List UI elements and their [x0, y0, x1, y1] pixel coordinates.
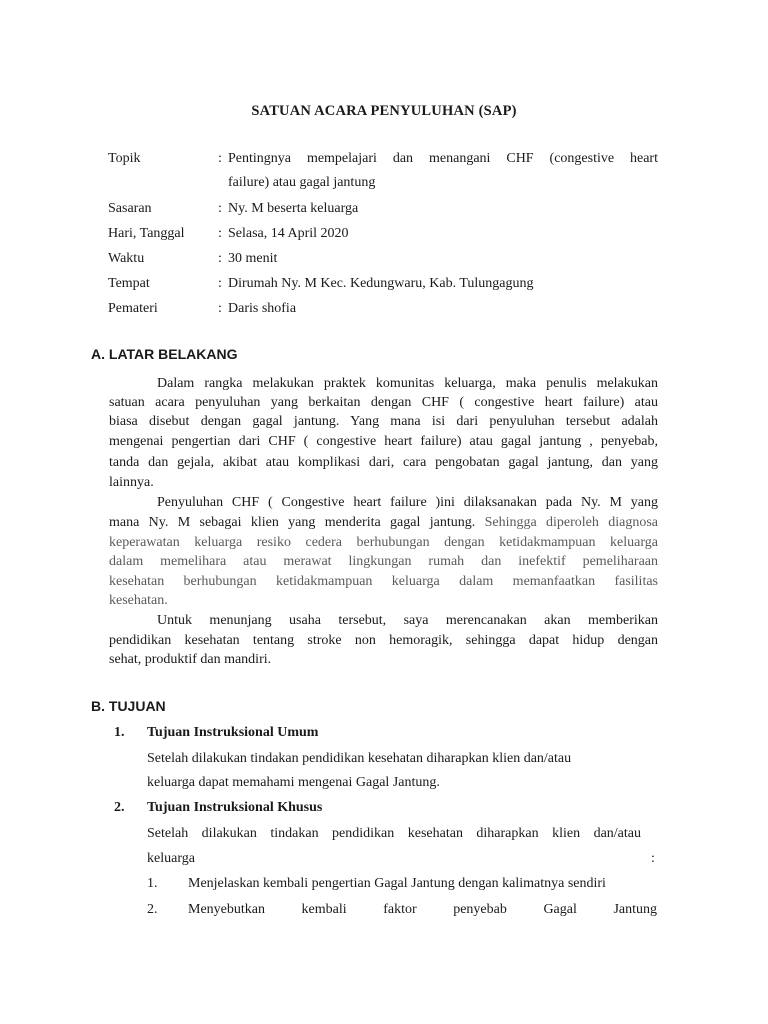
- pemateri-colon: :: [218, 301, 222, 316]
- tempat-colon: :: [218, 276, 222, 291]
- paragraph-text: mana Ny. M sebagai klien yang menderita gagal jantung.: [109, 515, 476, 530]
- topik-word: dan: [392, 151, 414, 166]
- sasaran-value: Ny. M beserta keluarga: [228, 201, 359, 216]
- sub-item-2-word: Jantung: [613, 902, 657, 917]
- topik-value-line2: failure) atau gagal jantung: [228, 175, 376, 190]
- pemateri-value: Daris shofia: [228, 301, 297, 316]
- paragraph-line: tanda dan gejala, akibat atau komplikasi dari, cara pengobatan gagal jantung, dan yang: [109, 455, 658, 470]
- paragraph-line: satuan acara penyuluhan yang berkaitan dengan CHF ( congestive heart failure) atau: [109, 395, 658, 410]
- topik-word: menangani: [429, 151, 491, 166]
- item-2-title: Tujuan Instruksional Khusus: [147, 800, 323, 815]
- waktu-label: Waktu: [108, 251, 145, 266]
- item-1-line: keluarga dapat memahami mengenai Gagal Jantung.: [147, 775, 440, 790]
- tempat-label: Tempat: [108, 276, 150, 291]
- item-1-line: Setelah dilakukan tindakan pendidikan kesehatan diharapkan klien dan/atau: [147, 751, 572, 766]
- paragraph-line: mengenai pengertian dari CHF ( congestive heart failure) atau gagal jantung , penyebab,: [109, 434, 658, 449]
- paragraph-line: kesehatan berhubungan ketidakmampuan keluarga dalam memanfaatkan fasilitas: [109, 574, 658, 589]
- hari-tanggal-label: Hari, Tanggal: [108, 226, 185, 241]
- tempat-value: Dirumah Ny. M Kec. Kedungwaru, Kab. Tulungagung: [228, 276, 534, 291]
- topik-label: Topik: [108, 151, 141, 166]
- paragraph-line: biasa disebut dengan gagal jantung. Yang mana isi dari penyuluhan tersebut adalah: [109, 414, 658, 429]
- waktu-value: 30 menit: [228, 251, 278, 266]
- item-2-line: keluarga: [147, 851, 195, 866]
- item-2-number: 2.: [114, 800, 125, 815]
- pemateri-label: Pemateri: [108, 301, 158, 316]
- paragraph-line: lainnya.: [109, 475, 154, 490]
- item-1-number: 1.: [114, 725, 125, 740]
- paragraph-line: [109, 515, 658, 531]
- item-2-line: Setelah dilakukan tindakan pendidikan kesehatan diharapkan klien dan/atau: [147, 826, 641, 841]
- waktu-colon: :: [218, 251, 222, 266]
- sub-item-2-number: 2.: [147, 902, 158, 917]
- topik-word: mempelajari: [306, 151, 377, 166]
- paragraph-line: pendidikan kesehatan tentang stroke non hemoragik, sehingga dapat hidup dengan: [109, 633, 658, 648]
- topik-word: Pentingnya: [228, 151, 291, 166]
- sasaran-colon: :: [218, 201, 222, 216]
- paragraph-line: sehat, produktif dan mandiri.: [109, 652, 272, 667]
- sub-item-2-word: Gagal: [543, 902, 577, 917]
- item-2-colon: :: [651, 851, 655, 866]
- sub-item-2-word: kembali: [301, 902, 347, 917]
- section-a-heading: A. LATAR BELAKANG: [91, 346, 238, 362]
- paragraph-line: keperawatan keluarga resiko cedera berhubungan dengan ketidakmampuan keluarga: [109, 535, 658, 550]
- paragraph-line: Dalam rangka melakukan praktek komunitas keluarga, maka penulis melakukan: [157, 376, 658, 391]
- paragraph-line: Penyuluhan CHF ( Congestive heart failure )ini dilaksanakan pada Ny. M yang: [157, 495, 658, 510]
- paragraph-line: Untuk menunjang usaha tersebut, saya merencanakan akan memberikan: [157, 613, 658, 628]
- hari-tanggal-colon: :: [218, 226, 222, 241]
- sasaran-label: Sasaran: [108, 201, 152, 216]
- paragraph-line: dalam memelihara atau merawat lingkungan rumah dan inefektif pemeliharaan: [109, 554, 658, 569]
- document-title: SATUAN ACARA PENYULUHAN (SAP): [251, 103, 517, 119]
- topik-word: (congestive: [549, 151, 615, 166]
- sub-item-2-word: Menyebutkan: [188, 902, 265, 917]
- hari-tanggal-value: Selasa, 14 April 2020: [228, 226, 349, 241]
- topik-value-line1: [228, 151, 658, 167]
- item-1-title: Tujuan Instruksional Umum: [147, 725, 319, 740]
- paragraph-text-grey: Sehingga diperoleh diagnosa: [475, 515, 658, 530]
- topik-word: heart: [630, 151, 658, 166]
- topik-word: CHF: [506, 151, 534, 166]
- sub-item-2-text: [188, 902, 657, 918]
- topik-colon: :: [218, 151, 222, 166]
- sub-item-1-text: Menjelaskan kembali pengertian Gagal Jantung dengan kalimatnya sendiri: [188, 876, 606, 891]
- paragraph-line: kesehatan.: [109, 593, 168, 608]
- section-b-heading: B. TUJUAN: [91, 698, 166, 714]
- sub-item-2-word: penyebab: [453, 902, 507, 917]
- sub-item-2-word: faktor: [383, 902, 417, 917]
- sub-item-1-number: 1.: [147, 876, 158, 891]
